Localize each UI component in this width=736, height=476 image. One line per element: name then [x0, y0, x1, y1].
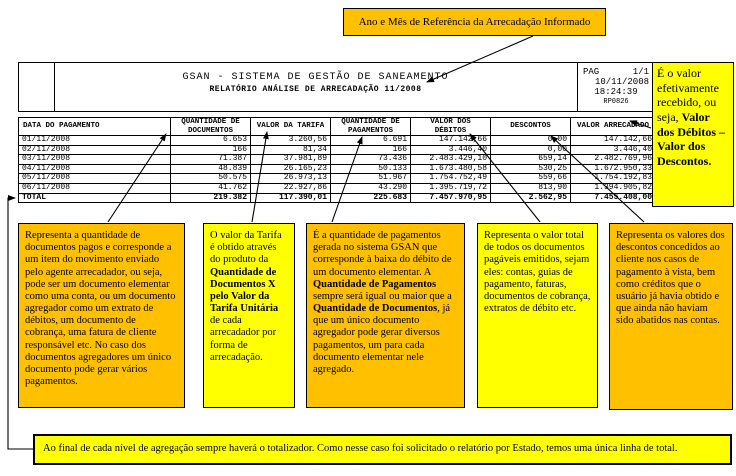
cell-date: 05/11/2008	[19, 174, 171, 184]
callout-quantidade-documentos: Representa a quantidade de documentos pagos e corresponde a um item do movimento enviado pelo agente arrecadador, ou seja, pode ser um documento elementar como uma conta, ou um documento agregador como um extrato de débitos, um documento de cobrança, uma fatura de cliente responsável etc. No caso dos documentos agregadores um único documento pode gerar vários pagamentos.	[18, 223, 185, 408]
total-docs: 219.382	[171, 193, 251, 203]
cell-debitos: 147.142,66	[411, 136, 491, 146]
table-row	[19, 164, 656, 174]
table-body	[19, 136, 656, 194]
column-header-date: DATA DO PAGAMENTO	[19, 118, 171, 136]
cell-debitos: 1.754.752,49	[411, 174, 491, 184]
cell-tarifa: 26.165,23	[251, 164, 331, 174]
cell-debitos: 3.446,40	[411, 145, 491, 155]
cell-pagamentos: 50.133	[331, 164, 411, 174]
cell-date: 02/11/2008	[19, 145, 171, 155]
cell-debitos: 1.395.719,72	[411, 183, 491, 193]
footer-total-note: Ao final de cada nível de agregação sempre haverá o totalizador. Como nesse caso foi solicitado o relatório por Estado, temos uma única linha de total.	[33, 434, 732, 465]
report-subtitle: RELATÓRIO ANÁLISE DE ARRECADAÇÃO 11/2008	[209, 85, 422, 94]
page-indicator	[583, 67, 649, 77]
report-header-center	[55, 63, 576, 111]
column-header-arrecadado: VALOR ARRECADADO	[571, 118, 656, 136]
cell-tarifa: 37.981,89	[251, 155, 331, 165]
table-header-row	[19, 118, 656, 136]
column-header-pagamentos: QUANTIDADE DE PAGAMENTOS	[331, 118, 411, 136]
total-tarifa: 117.390,01	[251, 193, 331, 203]
total-pagamentos: 225.683	[331, 193, 411, 203]
cell-tarifa: 22.927,86	[251, 183, 331, 193]
cell-descontos: 559,66	[491, 174, 571, 184]
cell-debitos: 1.673.480,58	[411, 164, 491, 174]
cell-docs: 48.839	[171, 164, 251, 174]
cell-pagamentos: 51.967	[331, 174, 411, 184]
cell-arrecadado: 1.754.192,83	[571, 174, 656, 184]
cell-pagamentos: 166	[331, 145, 411, 155]
cell-descontos: 659,14	[491, 155, 571, 165]
cell-date: 03/11/2008	[19, 155, 171, 165]
report-code: RP0826	[603, 98, 629, 106]
cell-tarifa: 3.260,56	[251, 136, 331, 146]
cell-docs: 41.762	[171, 183, 251, 193]
total-arrecadado: 7.455.408,00	[571, 193, 656, 203]
cell-descontos: 0,00	[491, 136, 571, 146]
callout-reference-month: Ano e Mês de Referência da Arrecadação Informado	[343, 8, 606, 36]
cell-date: 06/11/2008	[19, 183, 171, 193]
callout-valor-tarifa: O valor da Tarifa é obtido através do produto da Quantidade de Documentos X pelo Valor da Tarifa Unitária de cada arrecadador por forma de arrecadação.	[203, 223, 295, 408]
column-header-debitos: VALOR DOS DÉBITOS	[411, 118, 491, 136]
total-debitos: 7.457.970,95	[411, 193, 491, 203]
page-label: PAG	[583, 67, 600, 77]
table-row	[19, 145, 656, 155]
cell-date: 04/11/2008	[19, 164, 171, 174]
cell-pagamentos: 6.691	[331, 136, 411, 146]
callout-quantidade-pagamentos: É a quantidade de pagamentos gerada no sistema GSAN que corresponde à baixa do débito de um documento elementar. A Quantidade de Pagamentos sempre será igual ou maior que a Quantidade de Documentos, já que um único documento agregador pode gerar diversos pagamentos, um para cada documento elementar nele agregado.	[306, 223, 465, 408]
cell-pagamentos: 43.290	[331, 183, 411, 193]
table-row	[19, 136, 656, 146]
cell-tarifa: 81,34	[251, 145, 331, 155]
collection-analysis-table	[18, 117, 656, 203]
cell-pagamentos: 73.436	[331, 155, 411, 165]
page-value: 1/1	[632, 67, 649, 77]
report-time: 18:24:39	[594, 87, 638, 97]
column-header-docs: QUANTIDADE DE DOCUMENTOS	[171, 118, 251, 136]
cell-docs: 71.387	[171, 155, 251, 165]
column-header-descontos: DESCONTOS	[491, 118, 571, 136]
cell-arrecadado: 3.446,40	[571, 145, 656, 155]
total-label: TOTAL	[19, 193, 171, 203]
column-header-tarifa: VALOR DA TARIFA	[251, 118, 331, 136]
cell-arrecadado: 147.142,66	[571, 136, 656, 146]
cell-descontos: 0,00	[491, 145, 571, 155]
callout-valor-debitos: Representa o valor total de todos os documentos pagáveis emitidos, sejam eles: contas, guias de pagamento, faturas, documentos de cobrança, extratos de débito etc.	[477, 223, 598, 408]
table-row	[19, 183, 656, 193]
cell-arrecadado: 1.672.950,33	[571, 164, 656, 174]
cell-arrecadado: 2.482.769,96	[571, 155, 656, 165]
callout-descontos: Representa os valores dos descontos concedidos ao cliente nos casos de pagamento à vista, bem como créditos que o usuário já havia obtido e que ainda não haviam sido abatidos nas contas.	[609, 223, 733, 410]
cell-date: 01/11/2008	[19, 136, 171, 146]
total-descontos: 2.562,95	[491, 193, 571, 203]
cell-debitos: 2.483.429,10	[411, 155, 491, 165]
cell-descontos: 813,90	[491, 183, 571, 193]
cell-arrecadado: 1.394.905,82	[571, 183, 656, 193]
cell-docs: 50.575	[171, 174, 251, 184]
callout-valor-arrecadado: É o valor efetivamente recebido, ou seja, Valor dos Débitos – Valor dos Descontos.	[652, 62, 734, 207]
table-row	[19, 155, 656, 165]
cell-tarifa: 26.973,13	[251, 174, 331, 184]
total-row	[19, 193, 656, 203]
report-title: GSAN - SISTEMA DE GESTÃO DE SANEAMENTO	[182, 72, 449, 83]
report-header	[18, 62, 655, 112]
cell-docs: 6.653	[171, 136, 251, 146]
cell-descontos: 530,25	[491, 164, 571, 174]
report-date: 10/11/2008	[594, 77, 649, 87]
table-row	[19, 174, 656, 184]
cell-docs: 166	[171, 145, 251, 155]
report-header-meta	[577, 63, 654, 111]
